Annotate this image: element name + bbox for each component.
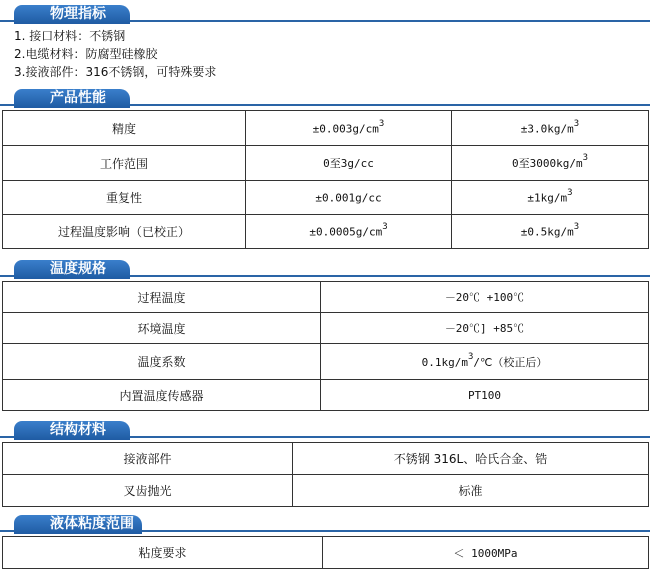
table-row — [3, 215, 649, 249]
value-cell: －20℃] +85℃ — [321, 313, 649, 344]
section-title: 温度规格 — [24, 260, 130, 279]
viscosity-table — [2, 536, 649, 569]
row-label: 叉齿抛光 — [3, 475, 293, 507]
row-label: 过程温度 — [3, 282, 321, 313]
section-header-structure — [0, 420, 650, 440]
performance-table — [2, 110, 649, 249]
row-label: 粘度要求 — [3, 537, 323, 569]
table-row — [3, 537, 649, 569]
temperature-table — [2, 281, 649, 411]
physical-list — [14, 27, 216, 81]
row-label: 环境温度 — [3, 313, 321, 344]
section-title: 液体粘度范围 — [24, 515, 142, 534]
value-cell: $\pm 0.0005g/cm^3$ — [246, 215, 452, 249]
section-header-physical — [0, 4, 650, 24]
row-label: 工作范围 — [3, 146, 246, 181]
table-row — [3, 443, 649, 475]
list-item: 1. 接口材料：不锈钢 — [14, 29, 126, 43]
section-title: 产品性能 — [24, 89, 130, 108]
table-row — [3, 313, 649, 344]
value-cell: $\pm 0.5kg/m^3$ — [452, 215, 649, 249]
table-row — [3, 380, 649, 411]
value-cell: ＜ 1000MPa — [323, 537, 649, 569]
table-row — [3, 282, 649, 313]
row-label: 精度 — [3, 111, 246, 146]
section-header-performance — [0, 88, 650, 108]
value-cell: $\pm 0.003g/cm^3$ — [246, 111, 452, 146]
value-cell: $\pm 3.0kg/m^3$ — [452, 111, 649, 146]
row-label: 重复性 — [3, 181, 246, 215]
value-cell: $\pm 1kg/m^3$ — [452, 181, 649, 215]
list-item: 3.接液部件：316不锈钢，可特殊要求 — [14, 65, 217, 79]
section-title: 结构材料 — [24, 421, 130, 440]
value-cell: 标准 — [293, 475, 649, 507]
section-header-temperature — [0, 259, 650, 279]
value-cell: ±0.001g/cc — [246, 181, 452, 215]
row-label: 温度系数 — [3, 344, 321, 380]
row-label: 接液部件 — [3, 443, 293, 475]
value-cell: 不锈钢 316L、哈氏合金、锆 — [293, 443, 649, 475]
section-header-viscosity — [0, 514, 650, 534]
value-cell: －20℃ +100℃ — [321, 282, 649, 313]
row-label: 过程温度影响（已校正） — [3, 215, 246, 249]
value-cell: PT100 — [321, 380, 649, 411]
table-row — [3, 181, 649, 215]
structure-table — [2, 442, 649, 507]
value-cell: $0.1kg/m^3/℃$（校正后） — [321, 344, 649, 380]
table-row — [3, 475, 649, 507]
value-cell: 0至$3000kg/m^3$ — [452, 146, 649, 181]
list-item: 2.电缆材料：防腐型硅橡胶 — [14, 47, 158, 61]
table-row — [3, 344, 649, 380]
table-row — [3, 146, 649, 181]
row-label: 内置温度传感器 — [3, 380, 321, 411]
section-title: 物理指标 — [24, 5, 130, 24]
value-cell: 0至3g/cc — [246, 146, 452, 181]
table-row — [3, 111, 649, 146]
